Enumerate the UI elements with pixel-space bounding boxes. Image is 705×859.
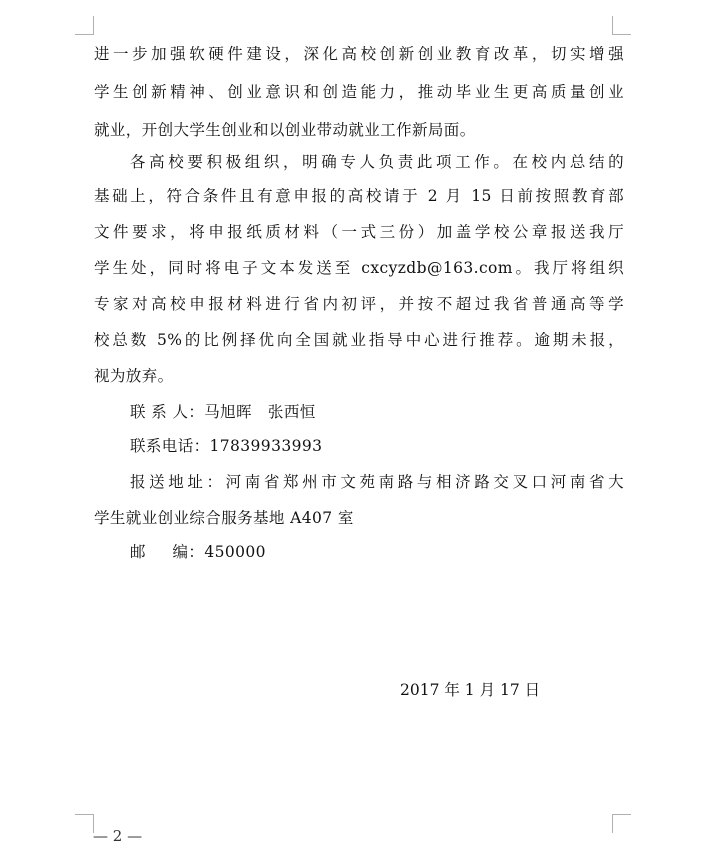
page-number: — 2 — xyxy=(93,827,143,845)
paragraph2-line4: 学生处，同时将电子文本发送至 cxcyzdb@163.com。我厅将组织 xyxy=(94,259,624,277)
document-date: 2017 年 1 月 17 日 xyxy=(400,681,541,699)
paragraph2-line5: 专家对高校申报材料进行省内初评，并按不超过我省普通高等学 xyxy=(94,295,624,313)
contact-address-line2: 学生就业创业综合服务基地 A407 室 xyxy=(94,509,354,527)
paragraph1-line1: 进一步加强软硬件建设，深化高校创新创业教育改革，切实增强 xyxy=(94,45,624,63)
paragraph2-line2: 基础上，符合条件且有意申报的高校请于 2 月 15 日前按照教育部 xyxy=(94,187,624,205)
paragraph2-line3: 文件要求，将申报纸质材料（一式三份）加盖学校公章报送我厅 xyxy=(94,223,624,241)
corner-mark-bottom-left xyxy=(75,814,94,833)
corner-mark-top-right xyxy=(612,16,631,35)
paragraph2-line1: 各高校要积极组织，明确专人负责此项工作。在校内总结的 xyxy=(130,153,624,171)
contact-persons: 联 系 人：马旭晖 张西恒 xyxy=(130,403,316,421)
paragraph2-line6: 校总数 5%的比例择优向全国就业指导中心进行推荐。逾期未报， xyxy=(94,331,624,349)
paragraph2-line7: 视为放弃。 xyxy=(94,367,174,385)
paragraph1-line3: 就业，开创大学生创业和以创业带动就业工作新局面。 xyxy=(94,121,476,139)
paragraph1-line2: 学生创新精神、创业意识和创造能力，推动毕业生更高质量创业 xyxy=(94,83,624,101)
contact-phone: 联系电话：17839933993 xyxy=(130,437,323,455)
contact-postcode: 邮 编：450000 xyxy=(130,543,266,561)
contact-address-line1: 报送地址：河南省郑州市文苑南路与相济路交叉口河南省大 xyxy=(130,473,624,491)
corner-mark-top-left xyxy=(75,16,94,35)
corner-mark-bottom-right xyxy=(612,814,631,833)
